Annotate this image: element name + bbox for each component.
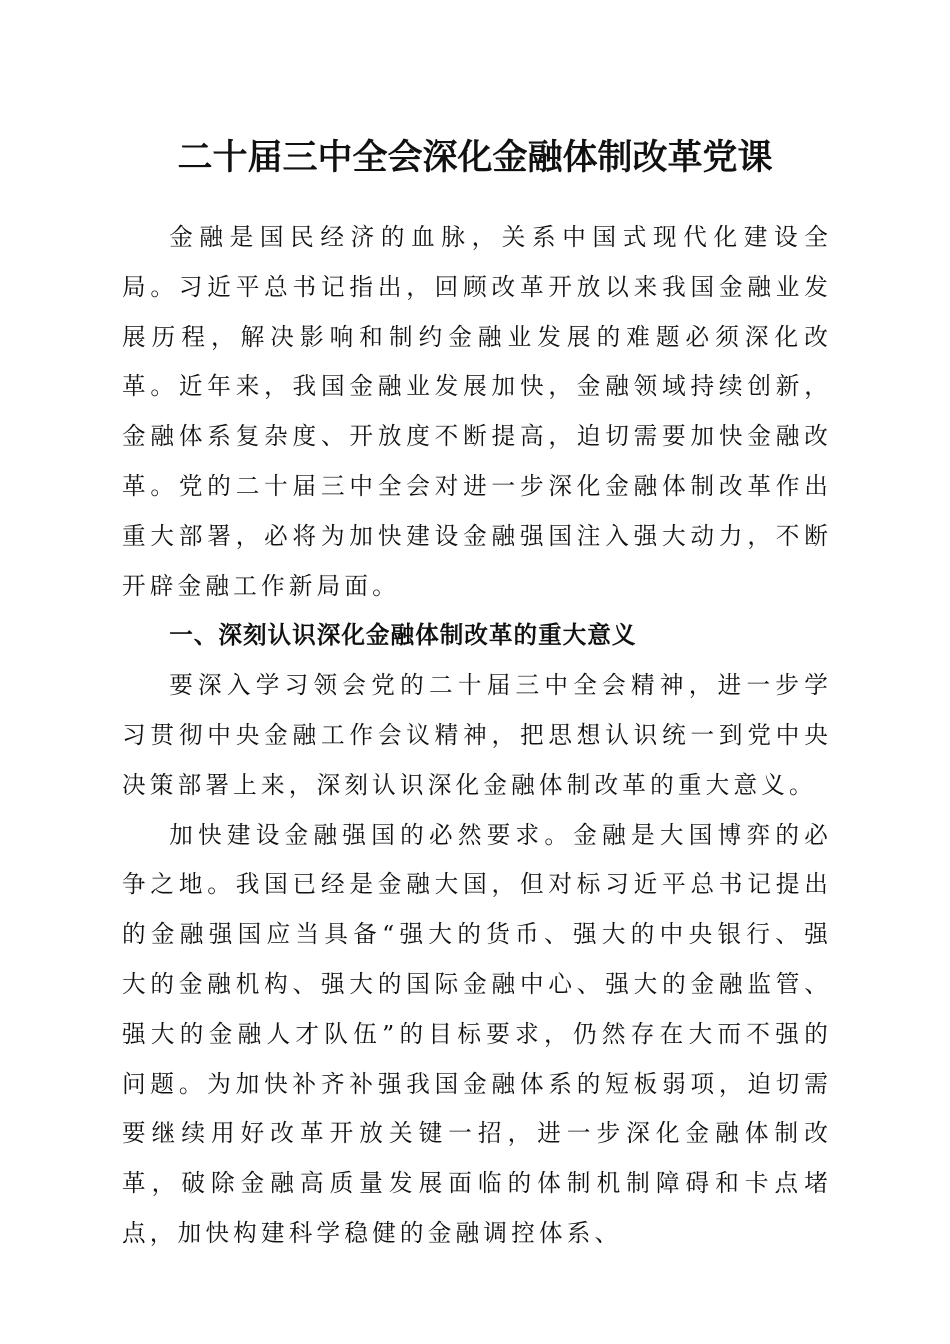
section-heading-1: 一、深刻认识深化金融体制改革的重大意义 [169,621,637,650]
paragraph-financial-power: 加快建设金融强国的必然要求。金融是大国博弈的必争之地。我国已经是金融大国，但对标习近平总书记提出的金融强国应当具备“强大的货币、强大的中央银行、强大的金融机构、强大的国际金融中心、强大的金融监管、强大的金融人才队伍”的目标要求，仍然存在大而不强的问题。为加快补齐补强我国金融体系的短板弱项，迫切需要继续用好改革开放关键一招，进一步深化金融体制改革，破除金融高质量发展面临的体制机制障碍和卡点堵点，加快构建科学稳健的金融调控体系、 [122,820,832,1247]
document-body [122,213,832,1259]
paragraph-section-1-intro: 要深入学习领会党的二十届三中全会精神，进一步学习贯彻中央金融工作会议精神，把思想认识统一到党中央决策部署上来，深刻认识深化金融体制改革的重大意义。 [122,671,832,799]
document-title: 二十届三中全会深化金融体制改革党课 [177,137,773,178]
paragraph-intro: 金融是国民经济的血脉，关系中国式现代化建设全局。习近平总书记指出，回顾改革开放以来我国金融业发展历程，解决影响和制约金融业发展的难题必须深化改革。近年来，我国金融业发展加快，金融领域持续创新，金融体系复杂度、开放度不断提高，迫切需要加快金融改革。党的二十届三中全会对进一步深化金融体制改革作出重大部署，必将为加快建设金融强国注入强大动力，不断开辟金融工作新局面。 [122,223,832,600]
